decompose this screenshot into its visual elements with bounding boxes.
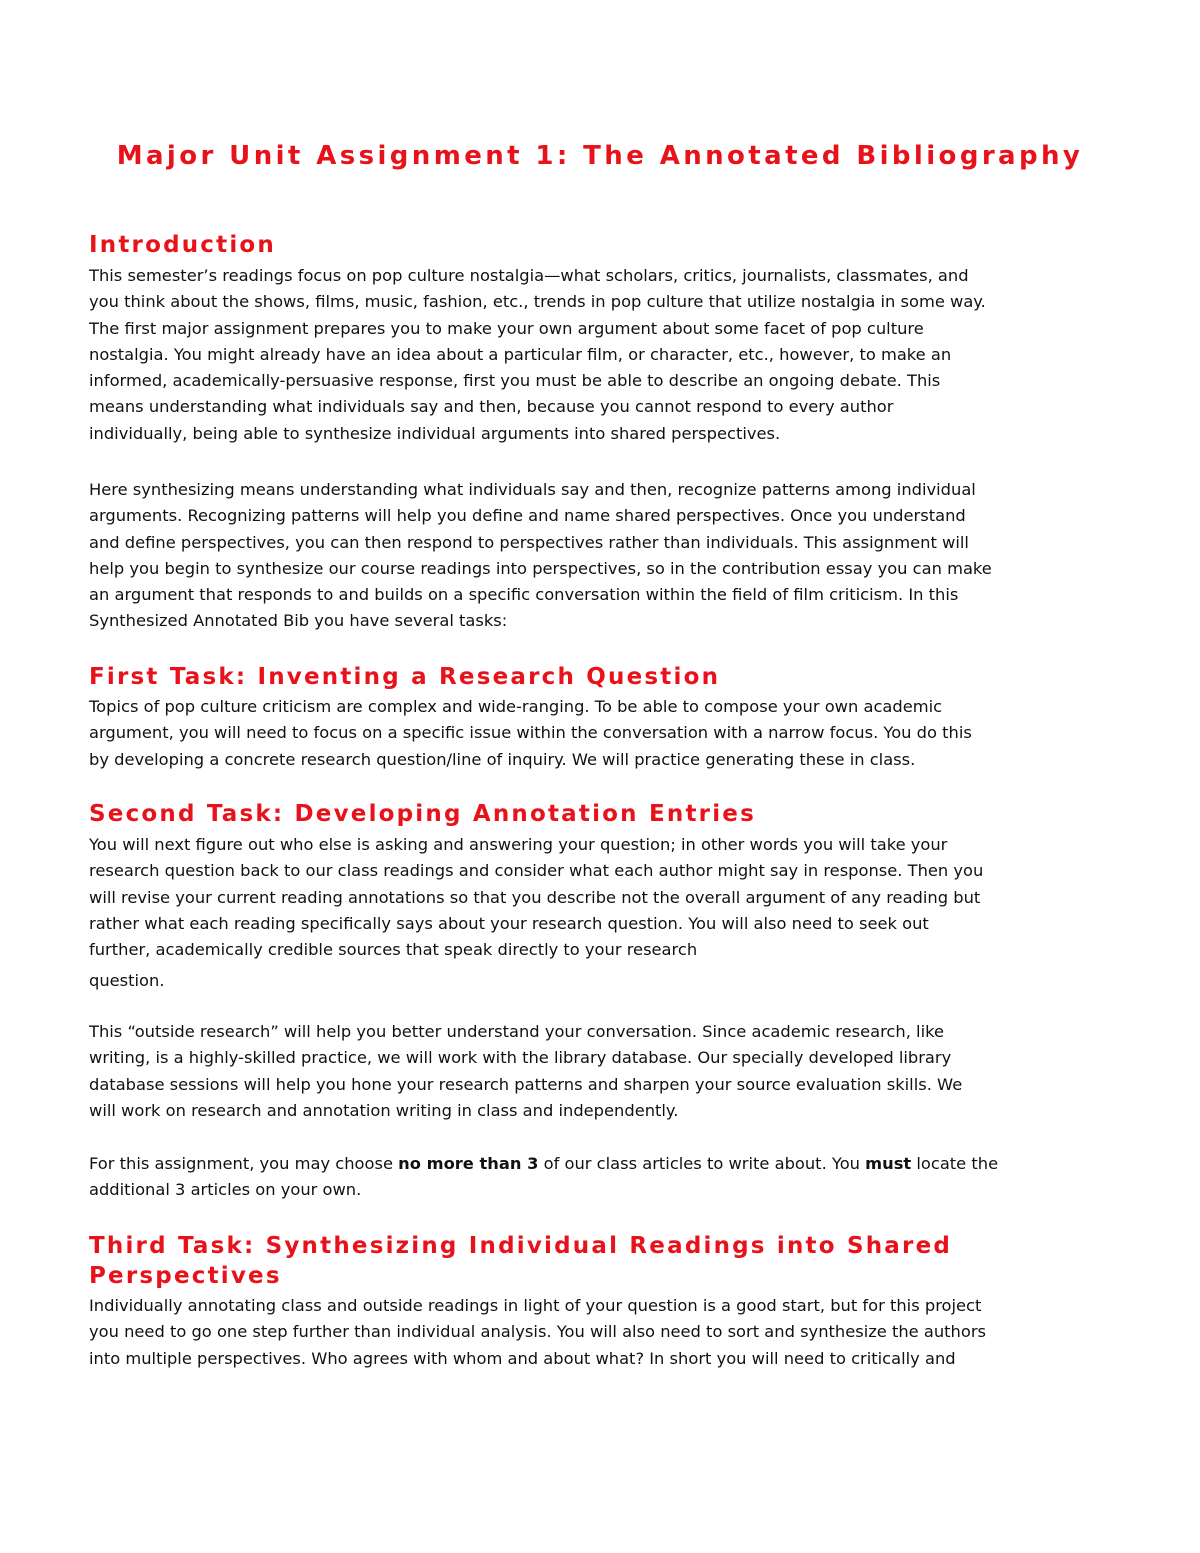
text-line: Here synthesizing means understanding what individuals say and then, recognize patterns among individual — [89, 480, 976, 499]
text-line: nostalgia. You might already have an idea about a particular film, or character, etc., however, to make an — [89, 344, 952, 364]
intro-paragraph-1 — [89, 263, 1064, 447]
text-line: This semester’s readings focus on pop culture nostalgia—what scholars, critics, journalists, classmates, and — [89, 266, 969, 285]
heading-introduction: Introduction — [89, 232, 276, 258]
second-task-paragraph-2 — [89, 1019, 1064, 1124]
third-task-paragraph — [89, 1293, 1064, 1372]
text-line: means understanding what individuals say and then, because you cannot respond to every author — [89, 397, 894, 417]
text-line: help you begin to synthesize our course readings into perspectives, so in the contribution essay you can make — [89, 558, 992, 578]
text-line: will work on research and annotation writing in class and independently. — [89, 1100, 679, 1120]
text-run: locate the — [911, 1154, 999, 1173]
text-line: arguments. Recognizing patterns will help you define and name shared perspectives. Once you understand — [89, 506, 966, 526]
text-line — [89, 1151, 1064, 1177]
text-line: argument, you will need to focus on a specific issue within the conversation with a narrow focus. You do this — [89, 723, 972, 743]
text-line: The first major assignment prepares you to make your own argument about some facet of pop culture — [89, 318, 924, 338]
emphasis-must: must — [865, 1154, 912, 1173]
text-line: This “outside research” will help you better understand your conversation. Since academic research, like — [89, 1022, 944, 1041]
second-task-paragraph-3 — [89, 1151, 1064, 1204]
text-run: For this assignment, you may choose — [89, 1154, 399, 1173]
intro-paragraph-2 — [89, 477, 1064, 635]
text-line: further, academically credible sources that speak directly to your research — [89, 940, 698, 960]
text-line: question. — [89, 971, 165, 991]
heading-third-task: Third Task: Synthesizing Individual Readings into Shared — [89, 1233, 953, 1259]
text-line: informed, academically-persuasive response, first you must be able to describe an ongoing debate. This — [89, 371, 941, 391]
text-line: Topics of pop culture criticism are complex and wide-ranging. To be able to compose your own academic — [89, 697, 943, 716]
text-line: Individually annotating class and outside readings in light of your question is a good start, but for this project — [89, 1296, 982, 1315]
second-task-paragraph-1 — [89, 832, 1064, 994]
heading-first-task: First Task: Inventing a Research Question — [89, 664, 721, 690]
heading-third-task-continued: Perspectives — [89, 1263, 282, 1289]
text-line: additional 3 articles on your own. — [89, 1180, 362, 1200]
heading-second-task: Second Task: Developing Annotation Entries — [89, 801, 756, 827]
text-line: will revise your current reading annotations so that you describe not the overall argument of any reading but — [89, 887, 981, 907]
text-run: of our class articles to write about. You — [538, 1154, 866, 1173]
text-line: you need to go one step further than individual analysis. You will also need to sort and synthesize the authors — [89, 1322, 987, 1342]
text-line: You will next figure out who else is asking and answering your question; in other words you will take your — [89, 835, 948, 854]
text-line: rather what each reading specifically says about your research question. You will also need to seek out — [89, 913, 929, 933]
text-line: you think about the shows, films, music, fashion, etc., trends in pop culture that utilize nostalgia in some way. — [89, 292, 986, 312]
first-task-paragraph — [89, 694, 1064, 773]
text-line: database sessions will help you hone your research patterns and sharpen your source evaluation skills. We — [89, 1074, 963, 1094]
document-title: Major Unit Assignment 1: The Annotated Bibliography — [116, 141, 1084, 171]
text-line: research question back to our class readings and consider what each author might say in response. Then you — [89, 861, 984, 881]
text-line: an argument that responds to and builds on a specific conversation within the field of film criticism. In this — [89, 585, 959, 605]
text-line: by developing a concrete research question/line of inquiry. We will practice generating these in class. — [89, 749, 916, 769]
text-line: and define perspectives, you can then respond to perspectives rather than individuals. This assignment will — [89, 532, 969, 552]
text-line: individually, being able to synthesize individual arguments into shared perspectives. — [89, 423, 781, 443]
text-line: writing, is a highly-skilled practice, we will work with the library database. Our specially developed library — [89, 1048, 952, 1068]
emphasis-no-more-than-3: no more than 3 — [398, 1154, 539, 1173]
text-line: Synthesized Annotated Bib you have several tasks: — [89, 611, 508, 631]
text-line: into multiple perspectives. Who agrees with whom and about what? In short you will need to critically and — [89, 1348, 956, 1368]
